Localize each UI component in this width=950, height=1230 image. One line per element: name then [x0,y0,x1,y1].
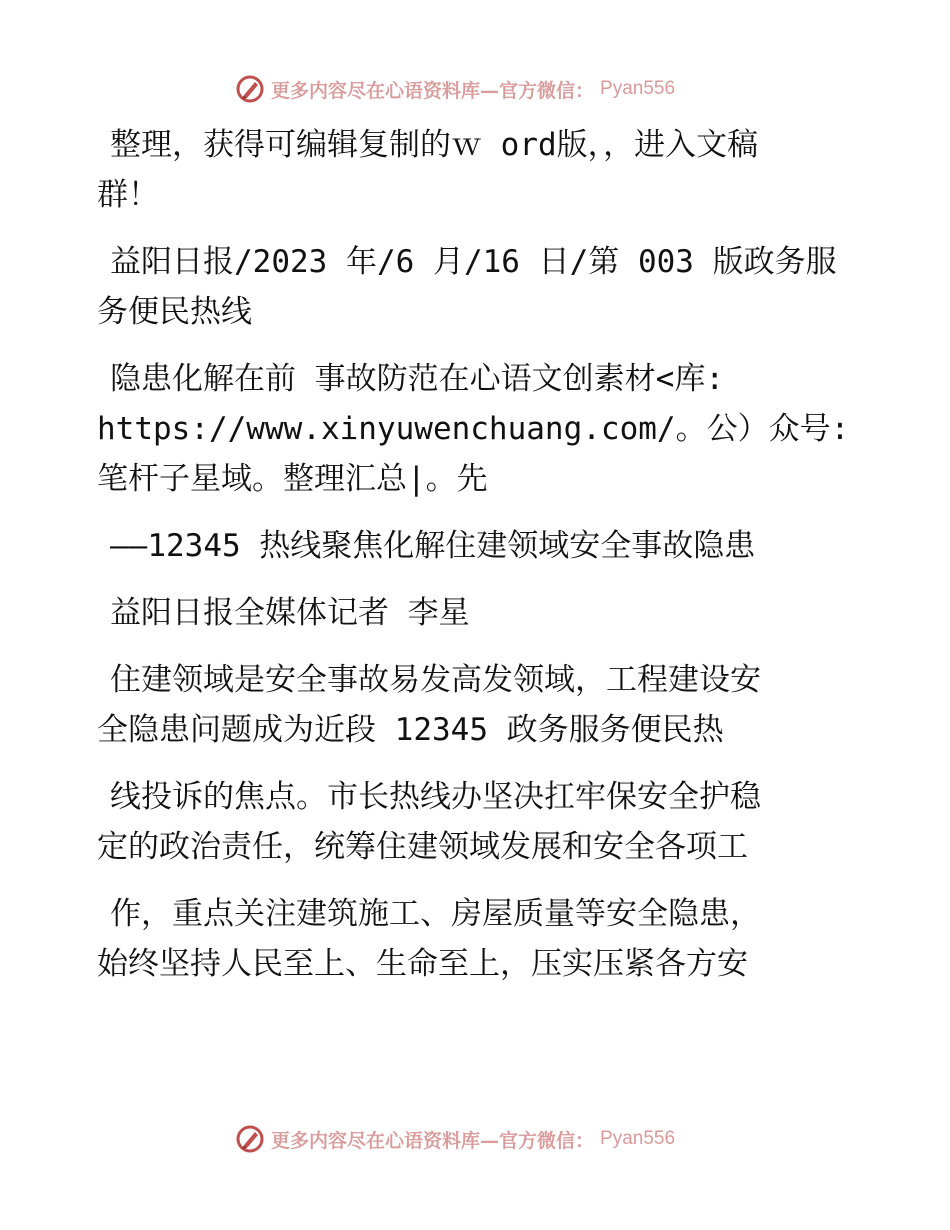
watermark-wechat-id: Pyan556 [600,78,676,99]
text-line: 笔杆子星域。整理汇总|。先 [97,461,488,497]
text-line: 定的政治责任，统筹住建领域发展和安全各项工 [97,829,748,865]
text-line: 全隐患问题成为近段 12345 政务服务便民热 [97,712,724,748]
paragraph [97,120,857,220]
paragraph [97,772,857,872]
header-watermark [235,72,715,106]
paragraph [97,237,857,337]
paragraph [97,588,857,638]
text-line: 始终坚持人民至上、生命至上，压实压紧各方安 [97,946,748,982]
text-line: 整理，获得可编辑复制的ｗ ord版，，进入文稿 [110,127,759,163]
paragraph [97,354,857,504]
watermark-text: 更多内容尽在心语资料库—官方微信： [271,1129,595,1152]
document-body [97,120,857,1006]
text-line: 住建领域是安全事故易发高发领域，工程建设安 [110,662,761,698]
text-line: 群！ [97,177,159,213]
text-line: 线投诉的焦点。市长热线办坚决扛牢保安全护稳 [110,779,761,815]
text-line: https://www.xinyuwenchuang.com/。公）众号: [97,411,850,447]
paragraph [97,889,857,989]
text-line: 益阳日报/2023 年/6 月/16 日/第 003 版政务服 [110,244,837,280]
text-line: 务便民热线 [97,294,252,330]
pen-logo-icon [235,74,265,104]
text-line: 作，重点关注建筑施工、房屋质量等安全隐患， [110,896,761,932]
watermark-wechat-id: Pyan556 [600,1128,676,1149]
paragraph [97,521,857,571]
text-line: 隐患化解在前 事故防范在心语文创素材<库: [110,361,724,397]
pen-logo-icon [235,1124,265,1154]
text-line: 益阳日报全媒体记者 李星 [110,595,470,631]
watermark-text: 更多内容尽在心语资料库—官方微信： [271,79,595,102]
footer-watermark [235,1122,715,1156]
paragraph [97,655,857,755]
text-line: ——12345 热线聚焦化解住建领域安全事故隐患 [110,528,756,564]
